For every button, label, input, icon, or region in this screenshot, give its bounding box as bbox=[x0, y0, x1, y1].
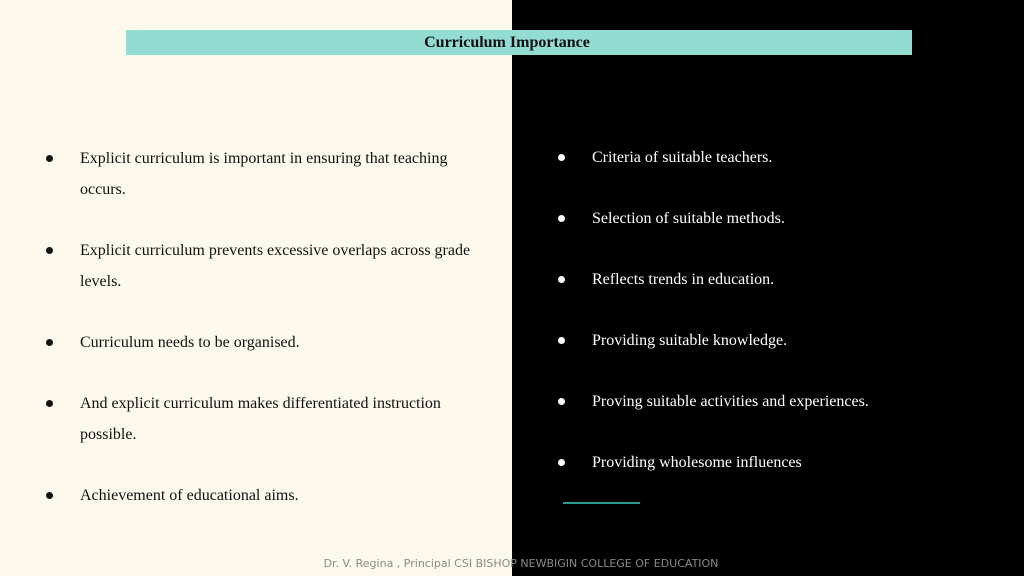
slide-footer: Dr. V. Regina , Principal CSI BISHOP NEWBIGIN COLLEGE OF EDUCATION bbox=[323, 557, 719, 570]
bullet-icon bbox=[46, 492, 53, 499]
list-item-text: Criteria of suitable teachers. bbox=[592, 149, 773, 166]
bullet-icon bbox=[46, 247, 53, 254]
list-item bbox=[552, 447, 992, 478]
bullet-icon bbox=[558, 459, 565, 466]
list-item bbox=[40, 388, 480, 450]
bullet-icon bbox=[558, 154, 565, 161]
list-item-text: And explicit curriculum makes differentiated instruction possible. bbox=[80, 395, 441, 443]
list-item-text: Providing suitable knowledge. bbox=[592, 332, 788, 349]
list-item bbox=[552, 386, 992, 417]
bullet-icon bbox=[46, 400, 53, 407]
bullet-icon bbox=[558, 276, 565, 283]
list-item-text: Selection of suitable methods. bbox=[592, 210, 785, 227]
bullet-icon bbox=[46, 155, 53, 162]
left-bullet-list bbox=[40, 143, 480, 541]
slide-title: Curriculum Importance bbox=[424, 34, 590, 51]
list-item-text: Reflects trends in education. bbox=[592, 271, 775, 288]
right-bullet-list bbox=[552, 142, 992, 508]
list-item bbox=[40, 327, 480, 358]
list-item-text: Explicit curriculum prevents excessive overlaps across grade levels. bbox=[80, 242, 471, 290]
list-item-text: Achievement of educational aims. bbox=[80, 487, 299, 504]
title-bar bbox=[126, 30, 912, 55]
list-item bbox=[552, 325, 992, 356]
bullet-icon bbox=[558, 398, 565, 405]
bullet-icon bbox=[46, 339, 53, 346]
list-item bbox=[552, 264, 992, 295]
list-item bbox=[552, 203, 992, 234]
list-item bbox=[552, 142, 992, 173]
list-item-text: Providing wholesome influences bbox=[592, 454, 802, 471]
list-item bbox=[40, 480, 480, 511]
list-item bbox=[40, 235, 480, 297]
list-item-text: Curriculum needs to be organised. bbox=[80, 334, 300, 351]
list-item-text: Proving suitable activities and experiences. bbox=[592, 393, 869, 410]
bullet-icon bbox=[558, 337, 565, 344]
bullet-icon bbox=[558, 215, 565, 222]
list-item bbox=[40, 143, 480, 205]
list-item-text: Explicit curriculum is important in ensuring that teaching occurs. bbox=[80, 150, 448, 198]
accent-divider bbox=[563, 502, 640, 504]
